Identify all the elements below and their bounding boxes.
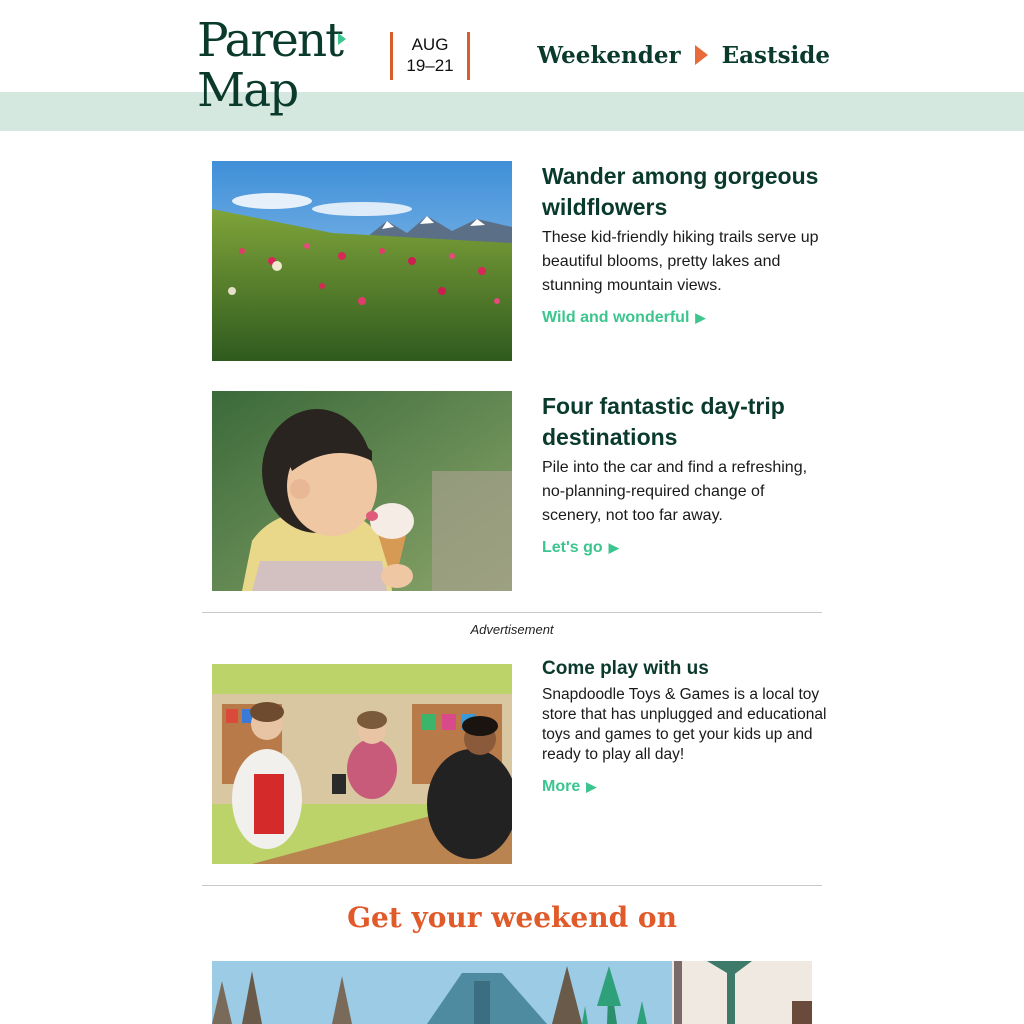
story-link-label: Wild and wonderful bbox=[542, 309, 690, 326]
story-image-day-trips[interactable] bbox=[212, 391, 512, 591]
ad-title[interactable]: Come play with us bbox=[542, 658, 709, 679]
issue-date-days: 19–21 bbox=[406, 56, 454, 75]
story-link-label: Let's go bbox=[542, 539, 603, 556]
story-text-wildflowers bbox=[542, 161, 827, 328]
play-triangle-icon bbox=[695, 45, 708, 65]
story-link-lets-go[interactable] bbox=[542, 538, 619, 558]
ad-link-more[interactable] bbox=[542, 777, 596, 797]
logo-play-icon bbox=[338, 33, 346, 45]
story-text-day-trips bbox=[542, 391, 827, 558]
story-body: Pile into the car and find a refreshing, no-planning-required change of scenery, not too far away. bbox=[542, 459, 808, 524]
story-image-wildflowers[interactable] bbox=[212, 161, 512, 361]
issue-date-month: AUG bbox=[411, 35, 449, 54]
edition-name: Weekender bbox=[537, 41, 681, 69]
section-heading: Get your weekend on bbox=[347, 901, 677, 934]
edition-region: Eastside bbox=[721, 41, 830, 69]
advertisement-label: Advertisement bbox=[470, 622, 554, 637]
ad-body: Snapdoodle Toys & Games is a local toy store that has unplugged and educational toys and games to get your kids up and ready to play all day! bbox=[542, 686, 827, 763]
toy-store-image bbox=[212, 664, 512, 864]
divider bbox=[202, 885, 822, 886]
logo-text-line2: Map bbox=[197, 63, 298, 118]
header bbox=[0, 0, 1024, 92]
playground-image bbox=[212, 961, 812, 1024]
wildflower-meadow-image bbox=[212, 161, 512, 361]
weekend-feature-image[interactable] bbox=[212, 961, 812, 1024]
edition-label bbox=[537, 38, 830, 72]
story-title[interactable]: Four fantastic day-trip destinations bbox=[542, 393, 785, 450]
ad-link-label: More bbox=[542, 778, 581, 795]
child-ice-cream-image bbox=[212, 391, 512, 591]
ad-image-toy-store[interactable] bbox=[212, 664, 512, 864]
ad-text bbox=[542, 657, 827, 797]
play-triangle-icon: ▶ bbox=[586, 779, 597, 794]
logo-text-line1: Parent bbox=[197, 13, 342, 68]
play-triangle-icon: ▶ bbox=[608, 540, 619, 555]
issue-date bbox=[390, 32, 470, 80]
story-title[interactable]: Wander among gorgeous wildflowers bbox=[542, 163, 819, 220]
play-triangle-icon: ▶ bbox=[695, 310, 706, 325]
header-band bbox=[0, 92, 1024, 131]
divider bbox=[202, 612, 822, 613]
story-link-wild-and-wonderful[interactable] bbox=[542, 308, 705, 328]
parentmap-logo[interactable] bbox=[197, 13, 357, 122]
story-body: These kid-friendly hiking trails serve up beautiful blooms, pretty lakes and stunning mountain views. bbox=[542, 229, 819, 294]
